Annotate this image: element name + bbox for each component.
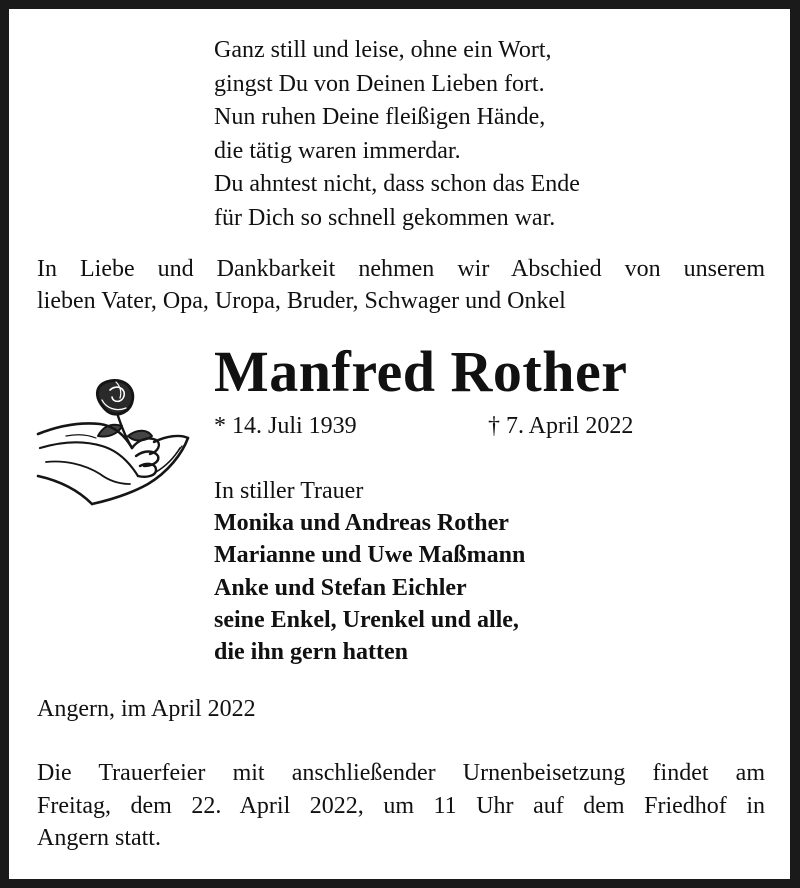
poem-line: Ganz still und leise, ohne ein Wort, xyxy=(214,37,552,63)
funeral-notice xyxy=(37,757,765,855)
intro-line: lieben Vater, Opa, Uropa, Bruder, Schwager und Onkel xyxy=(37,288,566,314)
mourner-line: seine Enkel, Urenkel und alle, xyxy=(214,606,519,633)
poem-line: die tätig waren immerdar. xyxy=(214,137,461,164)
mourner-line: die ihn gern hatten xyxy=(214,639,409,666)
intro-line: In Liebe und Dankbarkeit nehmen wir Abschied von unserem xyxy=(37,256,765,282)
mourner-line: Marianne und Uwe Maßmann xyxy=(214,542,526,569)
deceased-name: Manfred Rother xyxy=(214,339,628,404)
mourner-line: Monika und Andreas Rother xyxy=(214,510,509,537)
poem-line: für Dich so schnell gekommen war. xyxy=(214,204,556,231)
poem-line: Du ahntest nicht, dass schon das Ende xyxy=(214,171,580,197)
poem-line: gingst Du von Deinen Lieben fort. xyxy=(214,70,545,97)
mourners-list xyxy=(214,475,525,668)
rose-on-hand-icon xyxy=(36,376,194,508)
poem-line: Nun ruhen Deine fleißigen Hände, xyxy=(214,104,546,130)
notice-line: Die Trauerfeier mit anschließender Urnenbeisetzung findet am xyxy=(37,760,765,786)
death-date: † 7. April 2022 xyxy=(488,413,634,439)
memorial-poem xyxy=(214,34,580,235)
notice-line: Freitag, dem 22. April 2022, um 11 Uhr auf dem Friedhof in xyxy=(37,792,765,819)
farewell-intro xyxy=(37,253,765,317)
birth-date: * 14. Juli 1939 xyxy=(214,413,357,439)
place-and-date: Angern, im April 2022 xyxy=(37,696,256,722)
notice-line: Angern statt. xyxy=(37,825,161,851)
mourners-heading: In stiller Trauer xyxy=(214,478,364,504)
mourner-line: Anke und Stefan Eichler xyxy=(214,574,467,601)
